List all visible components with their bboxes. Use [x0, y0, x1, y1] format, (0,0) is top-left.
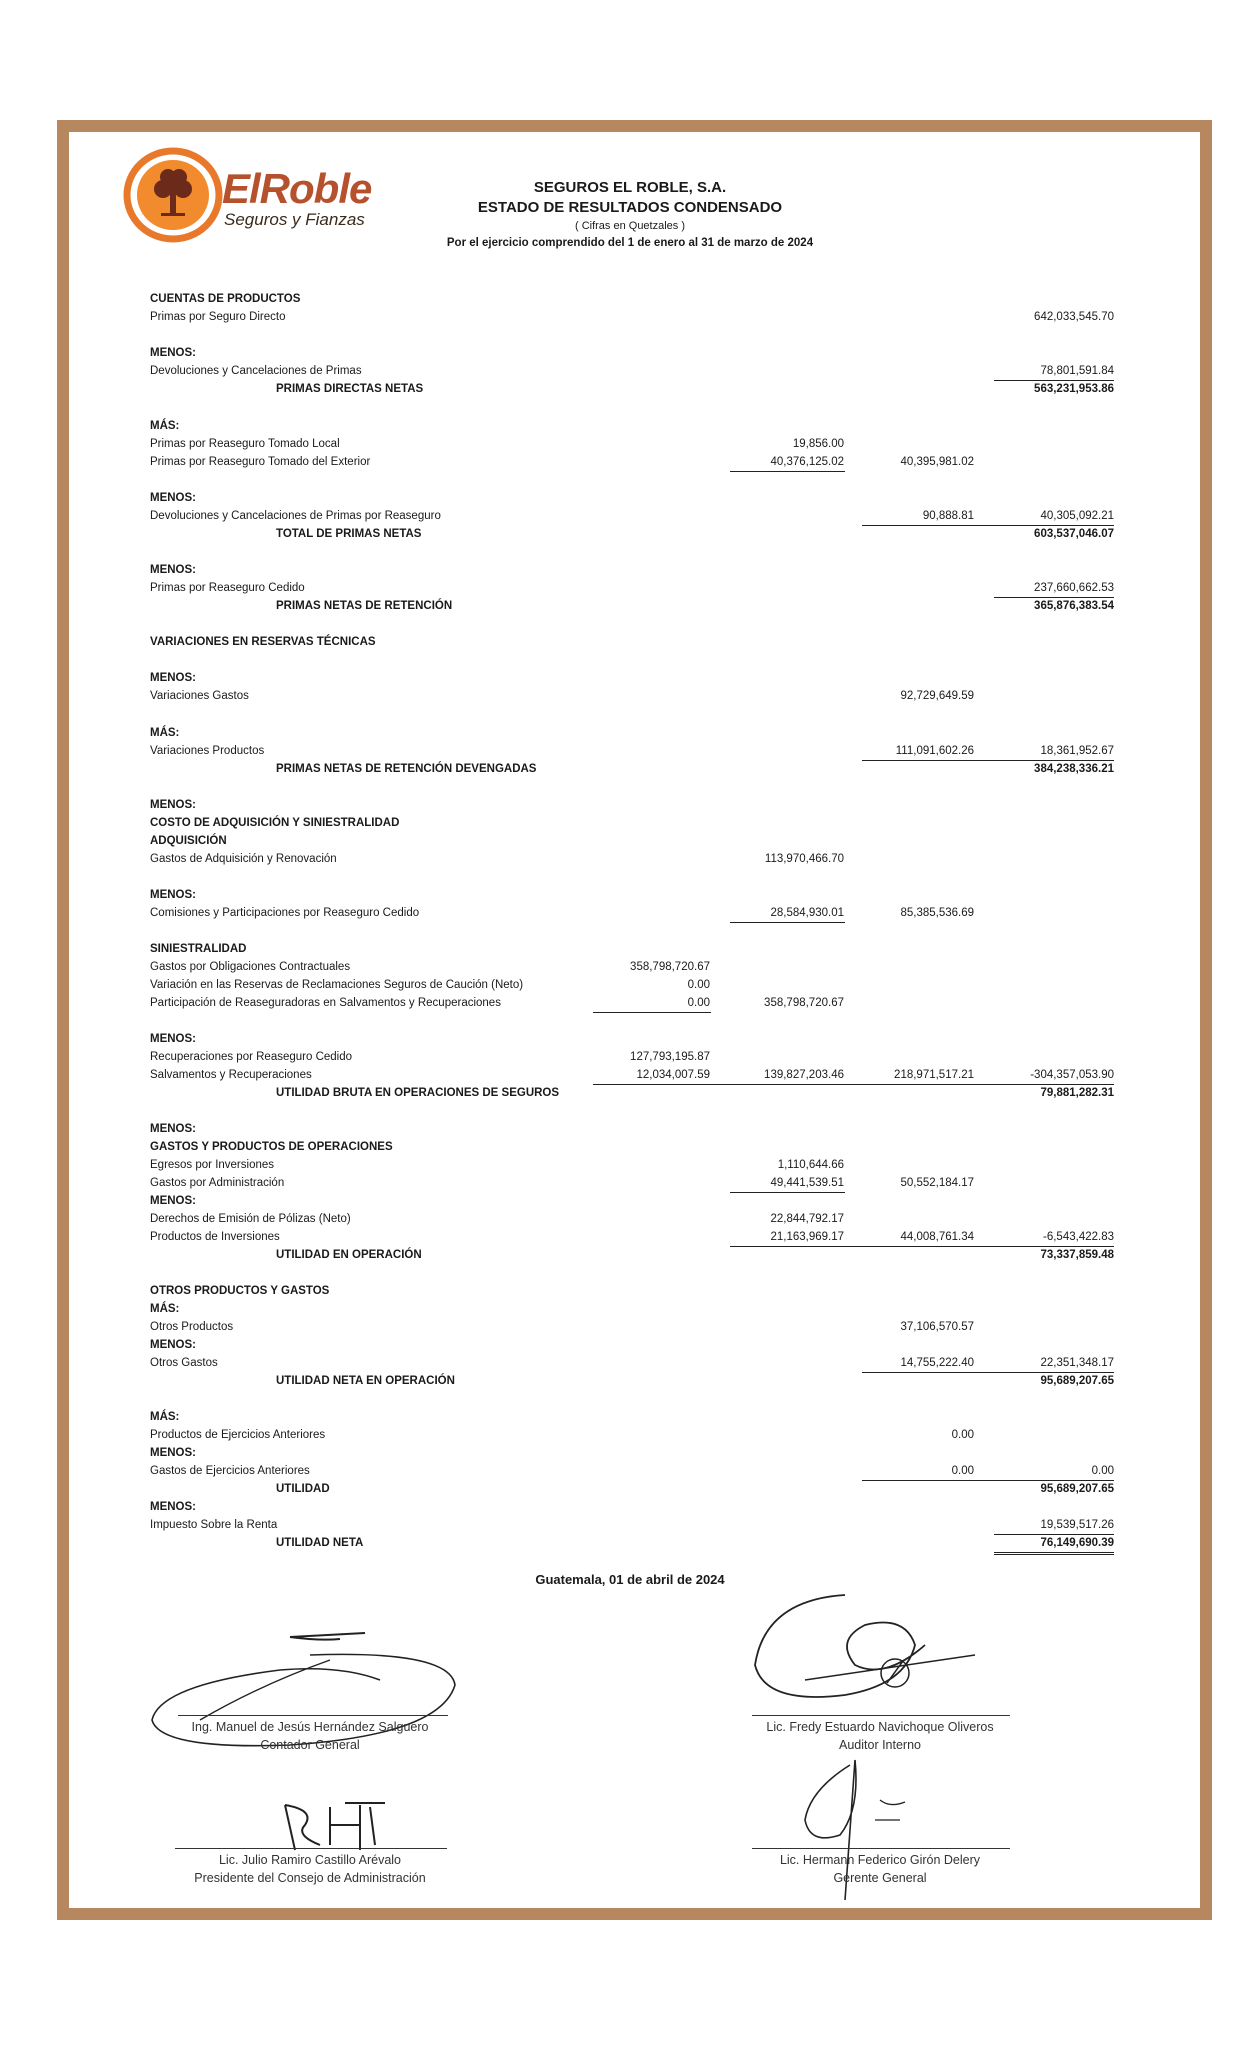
signature-presidente	[150, 1851, 470, 1887]
signing-date: Guatemala, 01 de abril de 2024	[535, 1572, 725, 1587]
brand-subtitle: Seguros y Fianzas	[224, 210, 365, 229]
company-name: SEGUROS EL ROBLE, S.A.	[533, 179, 727, 196]
signer-role: Gerente General	[833, 1871, 927, 1885]
report-period: Por el ejercicio comprendido del 1 de enero al 31 de marzo de 2024	[446, 237, 814, 249]
signer-role: Contador General	[260, 1738, 360, 1752]
signature-line	[175, 1848, 447, 1849]
signer-role: Auditor Interno	[839, 1738, 921, 1752]
signature-presidente-image	[275, 1795, 395, 1855]
brand-name: ElRoble	[222, 165, 372, 212]
signer-name: Lic. Fredy Estuardo Navichoque Oliveros	[766, 1720, 994, 1734]
signature-line	[752, 1715, 1010, 1716]
underline	[730, 922, 845, 923]
signature-auditor	[730, 1718, 1030, 1754]
signature-contador	[140, 1718, 480, 1754]
double-underline	[994, 1552, 1114, 1555]
signer-name: Lic. Julio Ramiro Castillo Arévalo	[218, 1853, 401, 1867]
underline	[730, 471, 845, 472]
report-header	[380, 178, 880, 252]
signer-name: Ing. Manuel de Jesús Hernández Salguero	[191, 1720, 429, 1734]
report-title: ESTADO DE RESULTADOS CONDENSADO	[477, 199, 783, 216]
signer-role: Presidente del Consejo de Administración	[194, 1871, 426, 1885]
underline	[730, 1192, 845, 1193]
signature-auditor-image	[745, 1585, 1005, 1735]
underline	[593, 1012, 711, 1013]
signer-name: Lic. Hermann Federico Girón Delery	[779, 1853, 981, 1867]
signature-line	[178, 1715, 448, 1716]
signature-line	[752, 1848, 1010, 1849]
currency-note: ( Cifras en Quetzales )	[574, 220, 686, 232]
signature-gerente	[730, 1851, 1030, 1887]
